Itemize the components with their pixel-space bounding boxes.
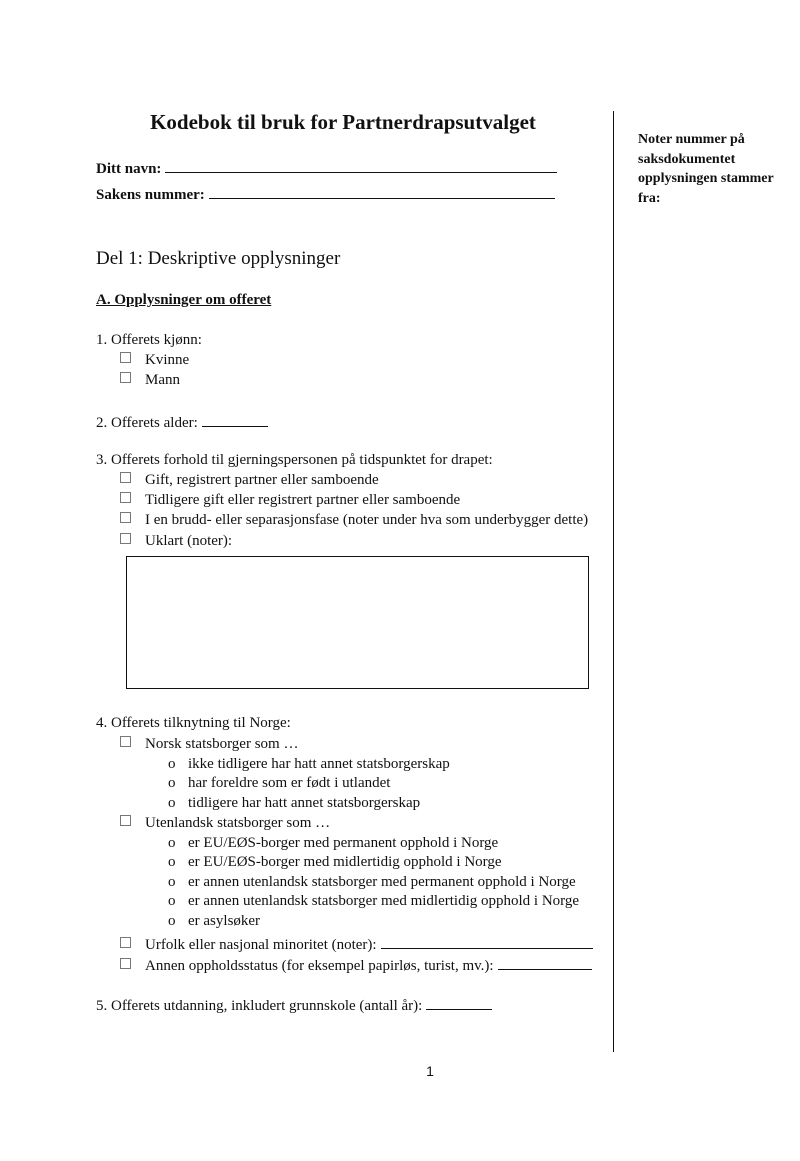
education-input-line[interactable]: [426, 995, 492, 1010]
option-tidligere-gift[interactable]: Tidligere gift eller registrert partner eller samboende: [120, 492, 460, 509]
radio-circle-icon[interactable]: o: [168, 775, 176, 791]
checkbox[interactable]: [120, 958, 131, 969]
option-urfolk[interactable]: Urfolk eller nasjonal minoritet (noter):: [120, 934, 593, 954]
sub-option[interactable]: o tidligere har hatt annet statsborgerskap: [168, 795, 421, 811]
case-number-field-row: [96, 184, 555, 204]
question-5-row: [96, 995, 492, 1015]
radio-circle-icon[interactable]: o: [168, 854, 176, 870]
document-title: Kodebok til bruk for Partnerdrapsutvalget: [150, 110, 536, 134]
radio-circle-icon[interactable]: o: [168, 795, 176, 811]
radio-circle-icon[interactable]: o: [168, 835, 176, 851]
checkbox[interactable]: [120, 937, 131, 948]
sub-option[interactable]: o ikke tidligere har hatt annet statsborgerskap: [168, 756, 450, 772]
sub-option[interactable]: o har foreldre som er født i utlandet: [168, 775, 391, 791]
radio-circle-icon[interactable]: o: [168, 756, 176, 772]
checkbox[interactable]: [120, 372, 131, 383]
option-norsk-statsborger[interactable]: Norsk statsborger som …: [120, 736, 298, 753]
sub-option[interactable]: o er annen utenlandsk statsborger med permanent opphold i Norge: [168, 874, 576, 890]
name-label: Ditt navn:: [96, 161, 162, 177]
radio-circle-icon[interactable]: o: [168, 874, 176, 890]
question-1-label: 1. Offerets kjønn:: [96, 332, 202, 348]
question-2-label: 2. Offerets alder:: [96, 415, 198, 431]
oppholdsstatus-input-line[interactable]: [498, 955, 592, 970]
checkbox[interactable]: [120, 472, 131, 483]
name-field-row: [96, 158, 557, 178]
option-annen-oppholdsstatus[interactable]: Annen oppholdsstatus (for eksempel papirløs, turist, mv.):: [120, 955, 592, 975]
checkbox[interactable]: [120, 512, 131, 523]
page-number: 1: [426, 1063, 434, 1079]
question-2-row: [96, 412, 268, 432]
sub-option[interactable]: o er EU/EØS-borger med permanent opphold i Norge: [168, 835, 499, 851]
option-utenlandsk-statsborger[interactable]: Utenlandsk statsborger som …: [120, 815, 330, 832]
option-uklart[interactable]: Uklart (noter):: [120, 533, 232, 550]
sub-option[interactable]: o er EU/EØS-borger med midlertidig opphold i Norge: [168, 854, 502, 870]
section-heading: Del 1: Deskriptive opplysninger: [96, 248, 341, 269]
radio-circle-icon[interactable]: o: [168, 893, 176, 909]
question-3-label: 3. Offerets forhold til gjerningspersonen på tidspunktet for drapet:: [96, 452, 493, 468]
subsection-heading: A. Opplysninger om offeret: [96, 292, 272, 308]
sub-option[interactable]: o er annen utenlandsk statsborger med midlertidig opphold i Norge: [168, 893, 580, 909]
column-divider: [613, 111, 614, 1052]
option-gift[interactable]: Gift, registrert partner eller samboende: [120, 472, 379, 489]
name-input-line[interactable]: [165, 158, 557, 173]
case-number-input-line[interactable]: [209, 184, 555, 199]
checkbox[interactable]: [120, 815, 131, 826]
radio-circle-icon[interactable]: o: [168, 913, 176, 929]
option-brudd[interactable]: I en brudd- eller separasjonsfase (noter under hva som underbygger dette): [120, 512, 588, 529]
option-mann[interactable]: Mann: [120, 372, 180, 389]
age-input-line[interactable]: [202, 412, 268, 427]
case-number-label: Sakens nummer:: [96, 187, 205, 203]
urfolk-input-line[interactable]: [381, 934, 593, 949]
checkbox[interactable]: [120, 352, 131, 363]
sub-option[interactable]: o er asylsøker: [168, 913, 261, 929]
checkbox[interactable]: [120, 736, 131, 747]
checkbox[interactable]: [120, 492, 131, 503]
option-kvinne[interactable]: Kvinne: [120, 352, 189, 369]
question-5-label: 5. Offerets utdanning, inkludert grunnskole (antall år):: [96, 998, 423, 1014]
notes-textbox[interactable]: [126, 556, 589, 689]
checkbox[interactable]: [120, 533, 131, 544]
question-4-label: 4. Offerets tilknytning til Norge:: [96, 715, 291, 731]
sidebar-note: Noter nummer på saksdokumentet opplysningen stammer fra:: [638, 132, 774, 206]
